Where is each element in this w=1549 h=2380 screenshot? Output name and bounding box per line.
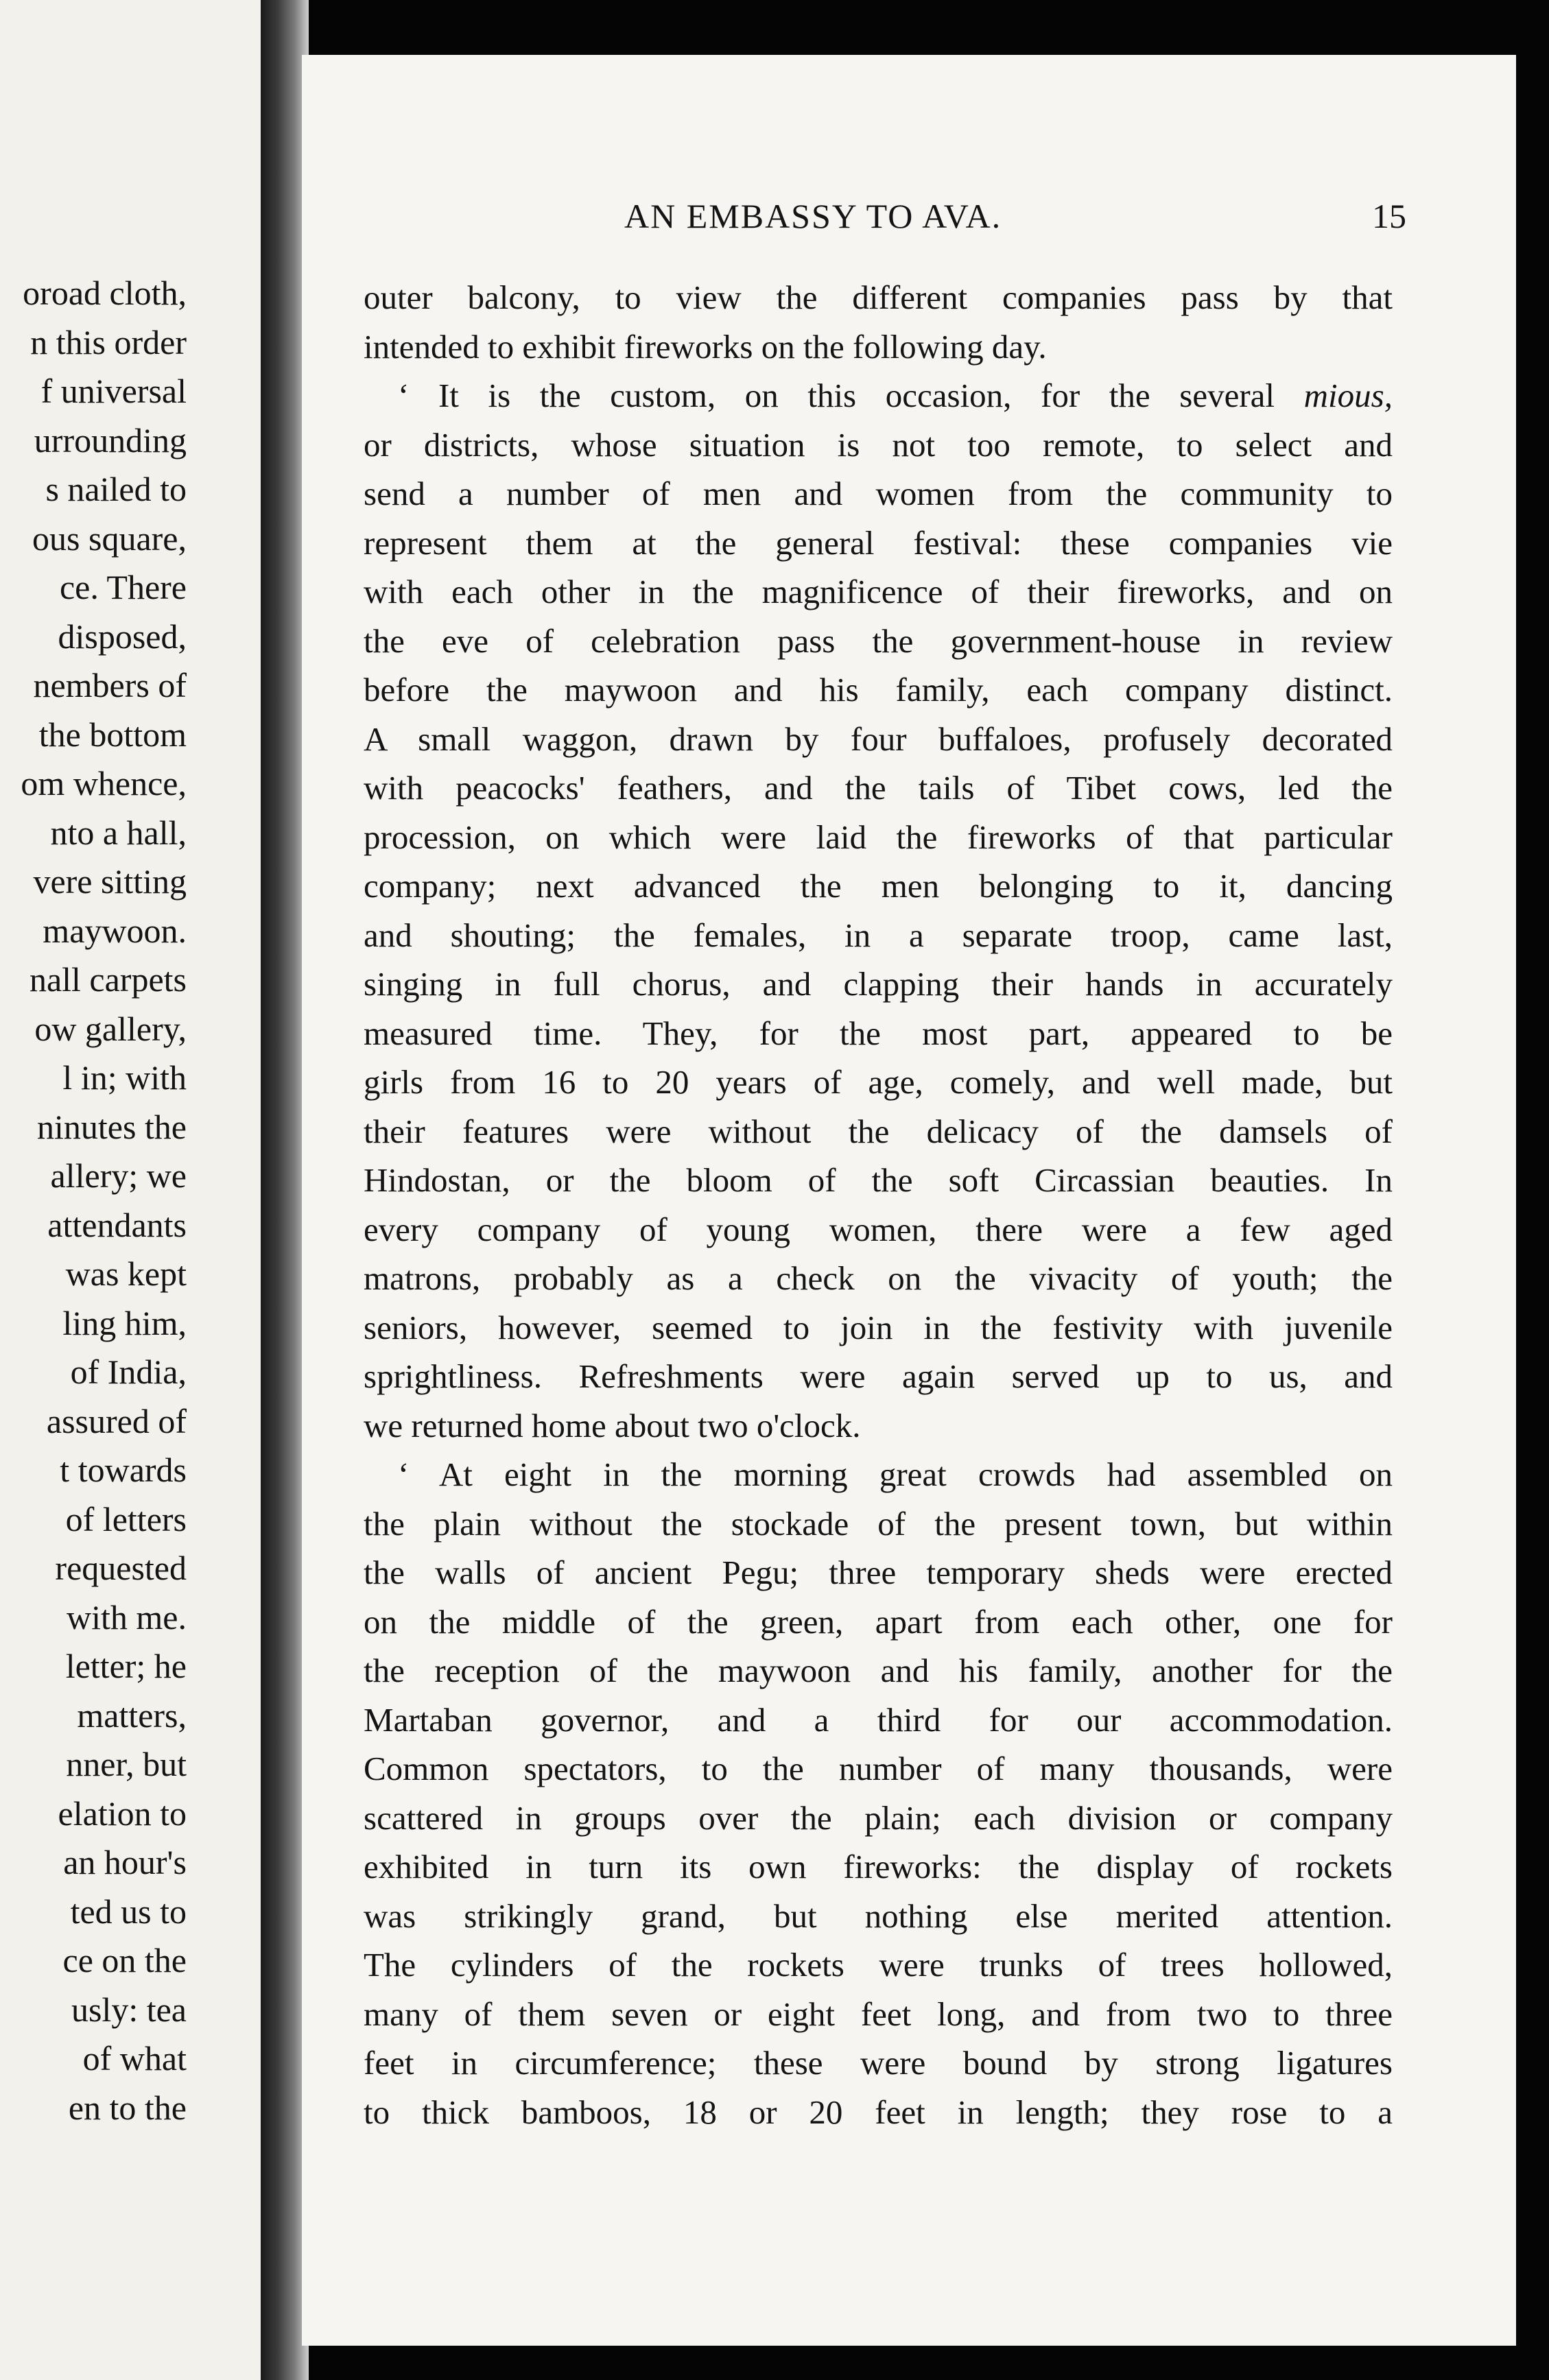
facing-page: [0, 0, 261, 2380]
text-line: company; next advanced the men belonging to it, dancing: [364, 867, 1393, 905]
text-line: The cylinders of the rockets were trunks of trees hollowed,: [364, 1946, 1393, 1984]
facing-line: n this order: [30, 322, 187, 361]
text-line: ‘ At eight in the morning great crowds had assembled on: [398, 1455, 1393, 1493]
text-line: on the middle of the green, apart from each other, one for: [364, 1602, 1393, 1641]
facing-line: of what: [82, 2039, 187, 2078]
facing-line: matters,: [77, 1695, 187, 1735]
text-line: with peacocks' feathers, and the tails of Tibet cows, led the: [364, 769, 1393, 807]
text-line: intended to exhibit fireworks on the following day.: [364, 327, 1047, 366]
facing-line: ow gallery,: [34, 1009, 187, 1048]
facing-page-text: [0, 269, 187, 2132]
text-line: A small waggon, drawn by four buffaloes, profusely decorated: [364, 719, 1393, 758]
facing-line: disposed,: [58, 617, 187, 656]
facing-line: ninutes the: [36, 1107, 187, 1146]
facing-line: of India,: [70, 1353, 187, 1391]
facing-line: maywoon.: [43, 911, 187, 950]
facing-line: of letters: [65, 1499, 187, 1538]
text-line: girls from 16 to 20 years of age, comely, and well made, but: [364, 1063, 1393, 1101]
text-line: send a number of men and women from the community to: [364, 475, 1393, 512]
text-line: their features were without the delicacy of the damsels of: [364, 1112, 1393, 1150]
facing-line: attendants: [47, 1205, 187, 1244]
body-text: [364, 273, 1393, 2137]
text-line: exhibited in turn its own fireworks: the display of rockets: [364, 1848, 1393, 1885]
facing-line: elation to: [58, 1794, 187, 1833]
text-line: outer balcony, to view the different companies pass by that: [364, 278, 1393, 316]
facing-line: ted us to: [70, 1892, 187, 1931]
facing-line: was kept: [65, 1254, 187, 1293]
text-line: the plain without the stockade of the present town, but within: [364, 1504, 1393, 1543]
facing-line: nembers of: [33, 666, 187, 704]
facing-line: urrounding: [34, 420, 187, 460]
facing-line: vere sitting: [33, 862, 187, 901]
text-line: ‘ It is the custom, on this occasion, for the several mious,: [398, 377, 1393, 414]
text-line: to thick bamboos, 18 or 20 feet in length; they rose to a: [364, 2093, 1393, 2131]
text-line: with each other in the magnificence of their fireworks, and on: [364, 573, 1393, 610]
facing-line: assured of: [46, 1401, 187, 1440]
text-line: and shouting; the females, in a separate troop, came last,: [364, 916, 1393, 954]
text-line: seniors, however, seemed to join in the festivity with juvenile: [364, 1308, 1393, 1346]
facing-line: allery; we: [50, 1156, 187, 1195]
text-line: singing in full chorus, and clapping their hands in accurately: [364, 965, 1393, 1003]
facing-line: nner, but: [66, 1745, 187, 1783]
page-header: [302, 189, 1516, 243]
text-line: Common spectators, to the number of many thousands, were: [364, 1750, 1393, 1787]
facing-line: l in; with: [62, 1058, 187, 1097]
text-line: Hindostan, or the bloom of the soft Circassian beauties. In: [364, 1161, 1393, 1199]
text-line: scattered in groups over the plain; each division or company: [364, 1798, 1393, 1837]
text-line: procession, on which were laid the fireworks of that particular: [364, 818, 1393, 856]
text-line: or districts, whose situation is not too remote, to select and: [364, 425, 1393, 464]
facing-line: the bottom: [38, 715, 187, 754]
text-line: feet in circumference; these were bound by strong ligatures: [364, 2044, 1393, 2082]
facing-line: letter; he: [65, 1647, 187, 1685]
facing-line: with me.: [67, 1597, 187, 1637]
facing-line: en to the: [68, 2088, 187, 2127]
text-line: matrons, probably as a check on the vivacity of youth; the: [364, 1259, 1393, 1297]
text-line: Martaban governor, and a third for our accommodation.: [364, 1700, 1393, 1739]
facing-line: nall carpets: [29, 960, 187, 999]
text-line: sprightliness. Refreshments were again served up to us, and: [364, 1357, 1393, 1395]
text-line: many of them seven or eight feet long, and from two to three: [364, 1995, 1393, 2033]
facing-line: an hour's: [63, 1843, 187, 1881]
facing-line: s nailed to: [45, 470, 187, 508]
text-line: before the maywoon and his family, each company distinct.: [364, 671, 1393, 709]
text-line: the eve of celebration pass the government-house in review: [364, 621, 1393, 660]
facing-line: t towards: [60, 1451, 187, 1489]
facing-line: usly: tea: [71, 1990, 187, 2029]
text-line: the reception of the maywoon and his family, another for the: [364, 1652, 1393, 1689]
facing-line: f universal: [40, 372, 187, 410]
text-line: measured time. They, for the most part, appeared to be: [364, 1014, 1393, 1052]
facing-line: ous square,: [32, 519, 187, 558]
text-line: every company of young women, there were a few aged: [364, 1210, 1393, 1248]
facing-line: oroad cloth,: [23, 274, 187, 312]
text-line: we returned home about two o'clock.: [364, 1406, 861, 1444]
facing-line: om whence,: [21, 764, 187, 802]
book-page: [302, 55, 1516, 2346]
text-line: represent them at the general festival: these companies vie: [364, 523, 1393, 562]
facing-line: nto a hall,: [50, 813, 187, 852]
facing-line: ce on the: [62, 1941, 187, 1979]
page-number: 15: [1372, 197, 1406, 235]
text-line: the walls of ancient Pegu; three temporary sheds were erected: [364, 1554, 1393, 1591]
facing-line: ce. There: [59, 568, 187, 606]
facing-line: requested: [55, 1549, 187, 1587]
facing-line: ling him,: [62, 1303, 187, 1342]
running-head: AN EMBASSY TO AVA.: [624, 197, 1002, 235]
text-line: was strikingly grand, but nothing else merited attention.: [364, 1896, 1393, 1935]
